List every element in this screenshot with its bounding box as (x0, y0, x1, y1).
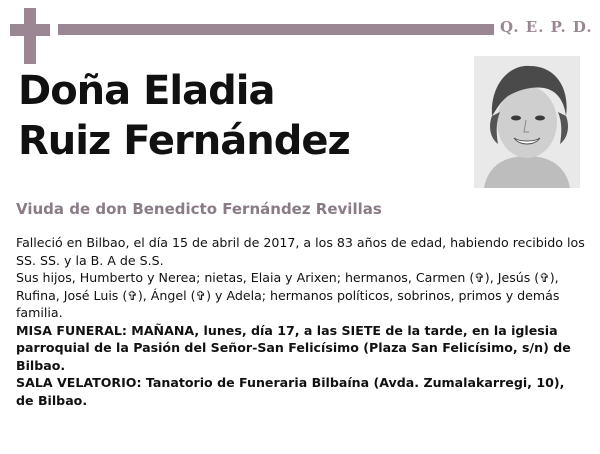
deceased-name-line1: Doña Eladia (18, 68, 275, 114)
notice-body (16, 234, 586, 409)
death-paragraph: Falleció en Bilbao, el día 15 de abril de 2017, a los 83 años de edad, habiendo recibido los SS. SS. y la B. A de S.S. (16, 235, 585, 268)
header-rule (58, 24, 494, 35)
wake-paragraph (16, 374, 586, 409)
deceased-name (18, 66, 458, 166)
wake-text: SALA VELATORIO: Tanatorio de Funeraria Bilbaína (Avda. Zumalakarregi, 10), de Bilbao. (16, 375, 565, 408)
latin-cross-icon (10, 8, 50, 64)
deceased-name-line2: Ruiz Fernández (18, 118, 350, 164)
portrait-photo (474, 56, 580, 188)
family-paragraph: Sus hijos, Humberto y Nerea; nietas, Elaia y Arixen; hermanos, Carmen (✞), Jesús (✞), Rufina, José Luis (✞), Ángel (✞) y Adela; hermanos políticos, sobrinos, primos y demás familia. (16, 270, 560, 320)
widow-of-line: Viuda de don Benedicto Fernández Revillas (16, 200, 382, 218)
mass-paragraph (16, 322, 586, 375)
qepd-label: Q. E. P. D. (500, 18, 593, 36)
mass-text: MISA FUNERAL: MAÑANA, lunes, día 17, a las SIETE de la tarde, en la iglesia parroquial de la Pasión del Señor-San Felicísimo (Plaza San Felicísimo, s/n) de Bilbao. (16, 322, 571, 373)
